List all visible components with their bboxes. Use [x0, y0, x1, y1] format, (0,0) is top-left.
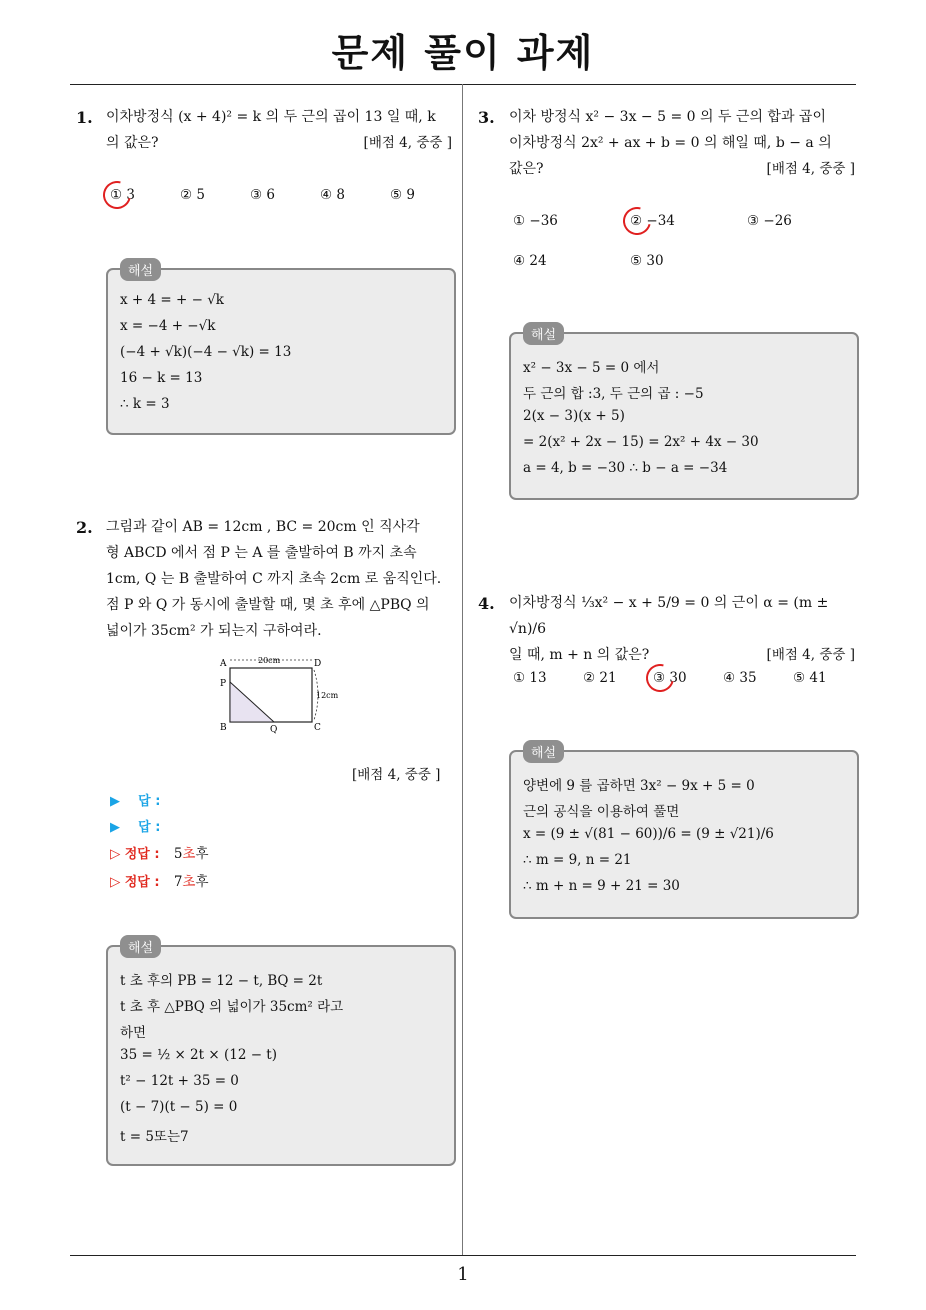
q4-number: 4.	[478, 594, 495, 613]
q1-solution-label: 해설	[120, 258, 161, 281]
q1-sol-line: x + 4 = + − √k	[120, 292, 224, 308]
triangle-outline-icon: ▷	[110, 846, 121, 862]
q2-correct-value-unit: 초	[182, 874, 196, 890]
q2-line: 형 ABCD 에서 점 P 는 A 를 출발하여 B 까지 초속	[106, 545, 417, 561]
q3-sol-line: a = 4, b = −30 ∴ b − a = −34	[523, 460, 728, 476]
q4-option-2[interactable]: ② 21	[583, 670, 617, 686]
page-number: 1	[457, 1264, 469, 1285]
q4-solution-box	[509, 746, 859, 919]
q1-answer-circle	[98, 176, 136, 214]
q4-line2: 일 때, m + n 의 값은?	[509, 647, 650, 663]
q3-line3: 값은?	[509, 161, 544, 177]
q2-sol-line: 하면	[120, 1025, 147, 1041]
q2-sol-line: 35 = ½ × 2t × (12 − t)	[120, 1047, 277, 1063]
q3-number: 3.	[478, 108, 495, 127]
q4-sol-line: 근의 공식을 이용하여 풀면	[523, 804, 680, 820]
column-divider	[462, 84, 463, 1256]
page-title: 문제 풀이 과제	[331, 31, 595, 75]
fig-top-length: 20cm	[258, 656, 281, 665]
q2-solution-box	[106, 941, 456, 1166]
q3-text	[509, 104, 859, 182]
q3-solution-label: 해설	[523, 322, 564, 345]
q3-solution-box	[509, 328, 859, 500]
q3-sol-line: 두 근의 합 :3, 두 근의 곱 : −5	[523, 386, 704, 402]
play-arrow-icon: ▶	[110, 820, 120, 835]
q1-sol-line: x = −4 + −√k	[120, 318, 216, 334]
triangle-outline-icon: ▷	[110, 874, 121, 890]
q1-sol-line: (−4 + √k)(−4 − √k) = 13	[120, 344, 292, 360]
q2-answer-label: 답 :	[138, 820, 161, 835]
q2-text	[106, 514, 462, 644]
q1-line2: 의 값은?	[106, 135, 159, 151]
fig-label-a: A	[220, 659, 227, 669]
q2-sol-line: t = 5또는7	[120, 1129, 189, 1145]
q4-sol-line: ∴ m + n = 9 + 21 = 30	[523, 878, 680, 894]
q1-option-2[interactable]: ② 5	[180, 187, 205, 203]
q2-sol-line: (t − 7)(t − 5) = 0	[120, 1099, 238, 1115]
q1-option-1[interactable]: ① 3	[110, 187, 135, 203]
q4-meta: [배점 4, 중중 ]	[766, 647, 855, 663]
q1-line2-row	[106, 130, 456, 156]
play-arrow-icon: ▶	[110, 794, 120, 809]
q1-option-4[interactable]: ④ 8	[320, 187, 345, 203]
q2-rectangle-figure	[214, 652, 354, 734]
q3-option-1[interactable]: ① −36	[513, 213, 558, 229]
q2-answer-label: 답 :	[138, 794, 161, 809]
q2-meta: [배점 4, 중중 ]	[352, 767, 441, 783]
q2-correct-value-unit: 초	[182, 846, 196, 862]
q3-sol-line: 2(x − 3)(x + 5)	[523, 408, 625, 424]
q2-answer-row-1	[110, 790, 160, 809]
q1-sol-line: ∴ k = 3	[120, 396, 170, 412]
q3-option-2[interactable]: ② −34	[630, 213, 675, 229]
fig-label-q: Q	[270, 725, 278, 734]
q1-solution-box	[106, 264, 456, 435]
q2-sol-line: t 초 후의 PB = 12 − t, BQ = 2t	[120, 973, 323, 989]
q2-line: 그림과 같이 AB = 12cm , BC = 20cm 인 직사각	[106, 519, 420, 535]
q1-meta: [배점 4, 중중 ]	[363, 135, 452, 151]
fig-label-b: B	[220, 723, 227, 733]
q3-line2: 이차방정식 2x² + ax + b = 0 의 해일 때, b − a 의	[509, 135, 832, 151]
q1-option-3[interactable]: ③ 6	[250, 187, 275, 203]
q2-correct-value-num: 5	[173, 846, 183, 862]
q2-correct-row-2	[110, 870, 209, 890]
q2-sol-line: t 초 후 △PBQ 의 넓이가 35cm² 라고	[120, 999, 344, 1015]
q2-answer-row-2	[110, 816, 160, 835]
header-rule	[70, 84, 856, 85]
q4-text	[509, 590, 859, 668]
q3-meta: [배점 4, 중중 ]	[766, 161, 855, 177]
fig-label-d: D	[314, 659, 322, 669]
fig-label-p: P	[220, 679, 227, 689]
q2-correct-value-suffix: 후	[195, 874, 209, 890]
q2-correct-label: 정답 :	[124, 875, 160, 890]
q3-option-3[interactable]: ③ −26	[747, 213, 792, 229]
q3-answer-circle	[618, 202, 656, 240]
fig-side-length: 12cm	[316, 691, 339, 700]
q4-sol-line: ∴ m = 9, n = 21	[523, 852, 632, 868]
q3-sol-line: x² − 3x − 5 = 0 에서	[523, 360, 660, 376]
q3-option-5[interactable]: ⑤ 30	[630, 253, 664, 269]
footer-rule	[70, 1255, 856, 1256]
q1-text	[106, 104, 456, 156]
q4-line2-row	[509, 642, 859, 668]
q4-line1: 이차방정식 ⅓x² − x + 5/9 = 0 의 근이 α = (m ± √n)/6	[509, 595, 829, 637]
q4-sol-line: x = (9 ± √(81 − 60))/6 = (9 ± √21)/6	[523, 826, 774, 842]
q2-solution-label: 해설	[120, 935, 161, 958]
q1-sol-line: 16 − k = 13	[120, 370, 203, 386]
q4-option-1[interactable]: ① 13	[513, 670, 547, 686]
q4-option-4[interactable]: ④ 35	[723, 670, 757, 686]
q2-correct-row-1	[110, 842, 209, 862]
q2-correct-value-suffix: 후	[195, 846, 209, 862]
q3-sol-line: = 2(x² + 2x − 15) = 2x² + 4x − 30	[523, 434, 759, 450]
q2-number: 2.	[76, 518, 93, 537]
q3-line1: 이차 방정식 x² − 3x − 5 = 0 의 두 근의 합과 곱이	[509, 109, 826, 125]
q1-option-5[interactable]: ⑤ 9	[390, 187, 415, 203]
q4-option-3[interactable]: ③ 30	[653, 670, 687, 686]
fig-label-c: C	[314, 723, 321, 733]
q2-correct-label: 정답 :	[124, 847, 160, 862]
q1-line1: 이차방정식 (x + 4)² = k 의 두 근의 곱이 13 일 때, k	[106, 109, 436, 125]
q4-option-5[interactable]: ⑤ 41	[793, 670, 827, 686]
q2-line: 1cm, Q 는 B 출발하여 C 까지 초속 2cm 로 움직인다.	[106, 571, 442, 587]
q4-solution-label: 해설	[523, 740, 564, 763]
q2-line: 넓이가 35cm² 가 되는지 구하여라.	[106, 623, 322, 639]
q3-line3-row	[509, 156, 859, 182]
q2-line: 점 P 와 Q 가 동시에 출발할 때, 몇 초 후에 △PBQ 의	[106, 597, 430, 613]
q1-number: 1.	[76, 108, 93, 127]
q4-sol-line: 양변에 9 를 곱하면 3x² − 9x + 5 = 0	[523, 778, 755, 794]
q2-correct-value-num: 7	[173, 874, 183, 890]
q3-option-4[interactable]: ④ 24	[513, 253, 547, 269]
q2-sol-line: t² − 12t + 35 = 0	[120, 1073, 239, 1089]
